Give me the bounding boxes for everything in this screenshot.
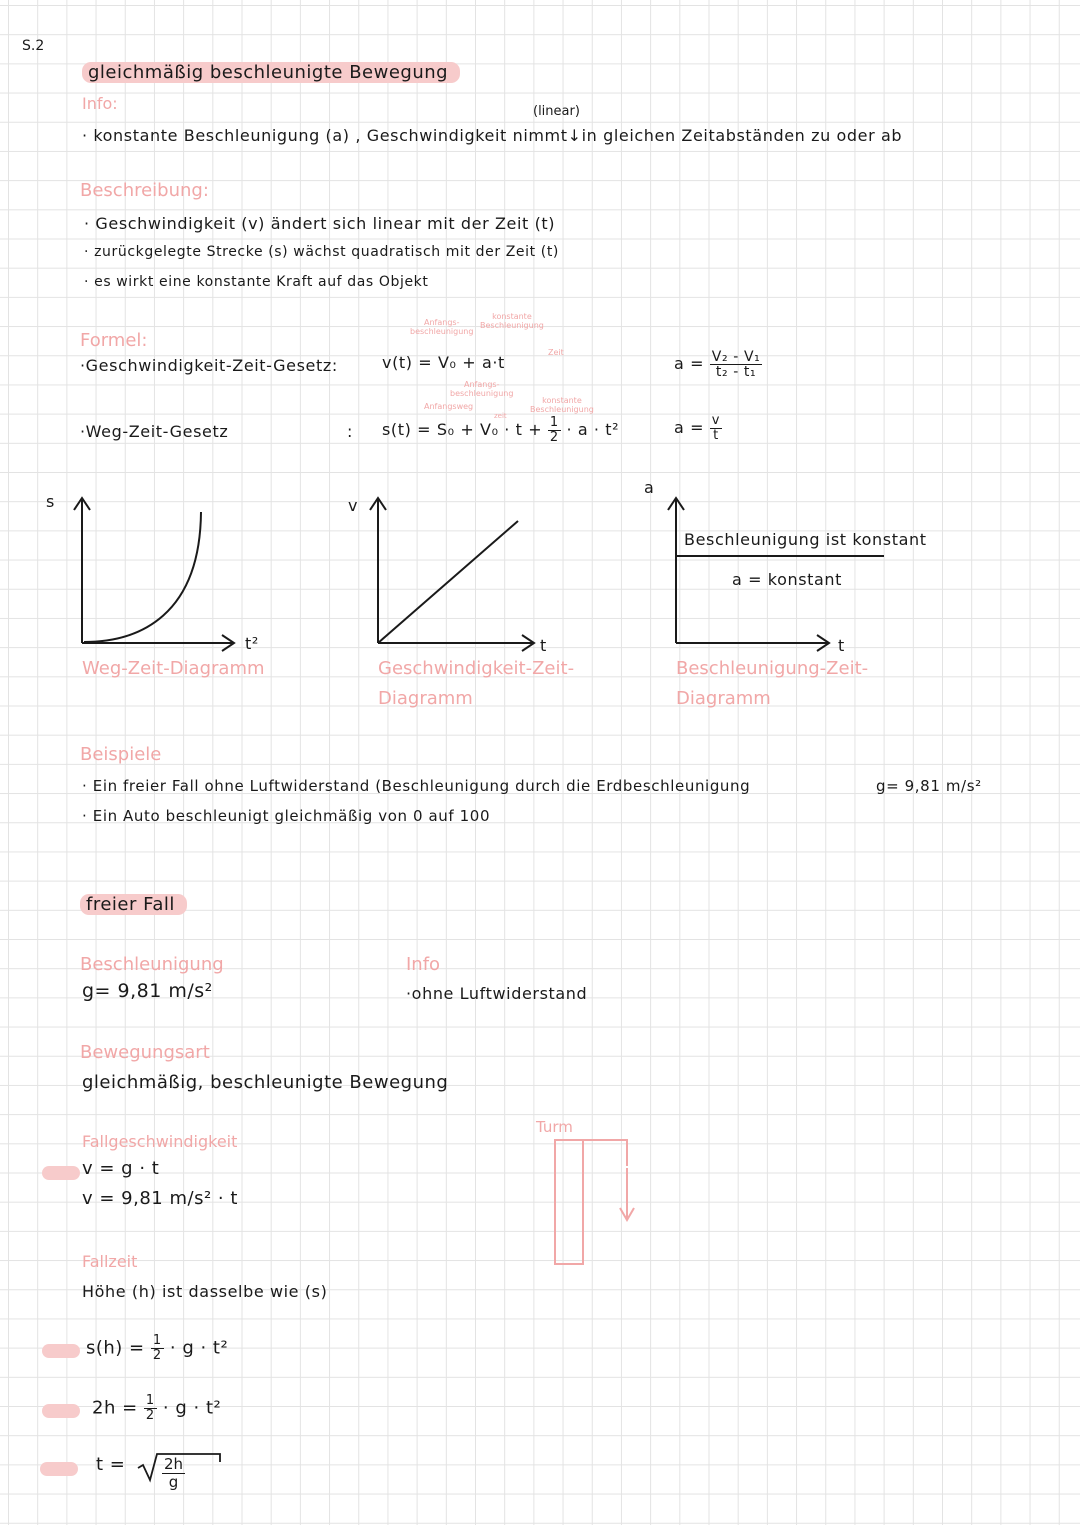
freefall-motion-text: gleichmäßig, beschleunigte Bewegung [82, 1072, 449, 1093]
accel-formula1-den: t₂ - t₁ [715, 364, 757, 380]
description-heading: Beschreibung: [80, 180, 209, 201]
page-number: S.2 [22, 38, 45, 54]
freefall-time-heading: Fallzeit [82, 1252, 138, 1271]
time-formula2-lhs: 2h = [92, 1397, 138, 1419]
diagram3-y-label: a [644, 478, 655, 497]
time-formula3-num: 2h [164, 1455, 184, 1473]
formula1-note-const: konstante Beschleunigung [480, 312, 544, 330]
accel-formula2-num: v [711, 413, 721, 428]
diagram3-caption-line1: Beschleunigung-Zeit- [676, 658, 869, 679]
formula2-tail: · a · t² [566, 420, 620, 439]
info-line-part2: in gleichen Zeitabständen zu oder ab [581, 126, 903, 145]
formula1-note-start: Anfangs- beschleunigung [410, 318, 474, 336]
diagram2-caption-line2: Diagramm [378, 688, 473, 709]
time-formula1-half-den: 2 [152, 1348, 162, 1363]
formula2-note-c: konstante Beschleunigung [530, 396, 594, 414]
formula2-half-den: 2 [549, 430, 559, 445]
formula2-colon: : [347, 422, 353, 441]
freefall-title-text: freier Fall [80, 894, 187, 915]
time-formula3-frac [162, 1456, 185, 1491]
down-arrow-icon: ↓ [567, 126, 582, 145]
time-formula2-half-num: 1 [145, 1393, 155, 1408]
diagram1-x-label: t² [245, 634, 259, 653]
description-item-1: · Geschwindigkeit (v) ändert sich linear mit der Zeit (t) [84, 214, 556, 233]
time-formula3-den: g [168, 1473, 179, 1491]
formula2-note-zeit: zeit [494, 412, 507, 420]
diagram3-annotation1: Beschleunigung ist konstant [684, 530, 927, 549]
time-formula1-rhs: · g · t² [169, 1337, 229, 1359]
accel-formula2-den: t [713, 428, 719, 443]
formula1-note-time: Zeit [548, 348, 564, 357]
formula2-main: s(t) = S₀ + V₀ · t + [382, 420, 548, 439]
description-item-3: · es wirkt eine konstante Kraft auf das Objekt [84, 274, 429, 290]
info-heading: Info: [82, 94, 118, 113]
accel-formula1-lhs: a = [674, 354, 705, 373]
section-title-text: gleichmäßig beschleunigte Bewegung [82, 62, 460, 83]
accel-formula2-lhs: a = [674, 418, 705, 437]
diagram1-y-label: s [46, 492, 55, 511]
freefall-info-text: ·ohne Luftwiderstand [406, 984, 588, 1003]
freefall-time-formula3-fraction [162, 1456, 185, 1491]
freefall-time-note: Höhe (h) ist dasselbe wie (s) [82, 1282, 328, 1301]
freefall-velocity-formula2: v = 9,81 m/s² · t [82, 1188, 238, 1209]
examples-heading: Beispiele [80, 744, 162, 765]
freefall-accel-heading: Beschleunigung [80, 954, 224, 975]
time-formula2-rhs: · g · t² [162, 1397, 222, 1419]
freefall-accel-value: g= 9,81 m/s² [82, 980, 213, 1002]
info-annotation: (linear) [533, 104, 580, 119]
examples-item-2: · Ein Auto beschleunigt gleichmäßig von 0 auf 100 [82, 807, 491, 825]
diagram2-y-label: v [348, 496, 359, 515]
time-formula2-half-den: 2 [145, 1408, 155, 1423]
time-formula1-lhs: s(h) = [86, 1337, 145, 1359]
diagram3-x-label: t [838, 636, 845, 655]
diagram1-caption: Weg-Zeit-Diagramm [82, 658, 265, 679]
diagram2-x-label: t [540, 636, 547, 655]
description-item-2: · zurückgelegte Strecke (s) wächst quadratisch mit der Zeit (t) [84, 244, 559, 260]
freefall-time-formula3-lhs: t = [96, 1454, 126, 1475]
diagram3-annotation2: a = konstant [732, 570, 843, 589]
freefall-velocity-formula1: v = g · t [82, 1158, 160, 1179]
formula1: v(t) = V₀ + a·t [382, 353, 505, 372]
examples-item-1: · Ein freier Fall ohne Luftwiderstand (Beschleunigung durch die Erdbeschleunigung [82, 777, 751, 795]
diagram3-caption-line2: Diagramm [676, 688, 771, 709]
freefall-info-heading: Info [406, 954, 441, 975]
formula1-label: ·Geschwindigkeit-Zeit-Gesetz: [80, 356, 338, 375]
tower-label: Turm [536, 1118, 573, 1136]
info-line-part1: · konstante Beschleunigung (a) , Geschwindigkeit nimmt [82, 126, 568, 145]
formula-heading: Formel: [80, 330, 148, 351]
examples-g-value: g= 9,81 m/s² [876, 777, 982, 795]
formula2-half-num: 1 [549, 415, 559, 430]
freefall-velocity-heading: Fallgeschwindigkeit [82, 1132, 238, 1151]
time-formula1-half-num: 1 [152, 1333, 162, 1348]
formula2-label: ·Weg-Zeit-Gesetz [80, 422, 229, 441]
formula2-note-b: Anfangsweg [424, 402, 474, 411]
diagram2-caption-line1: Geschwindigkeit-Zeit- [378, 658, 575, 679]
freefall-motion-heading: Bewegungsart [80, 1042, 210, 1063]
accel-formula1-num: V₂ - V₁ [711, 349, 761, 365]
formula2-note-a: Anfangs- beschleunigung [450, 380, 514, 398]
